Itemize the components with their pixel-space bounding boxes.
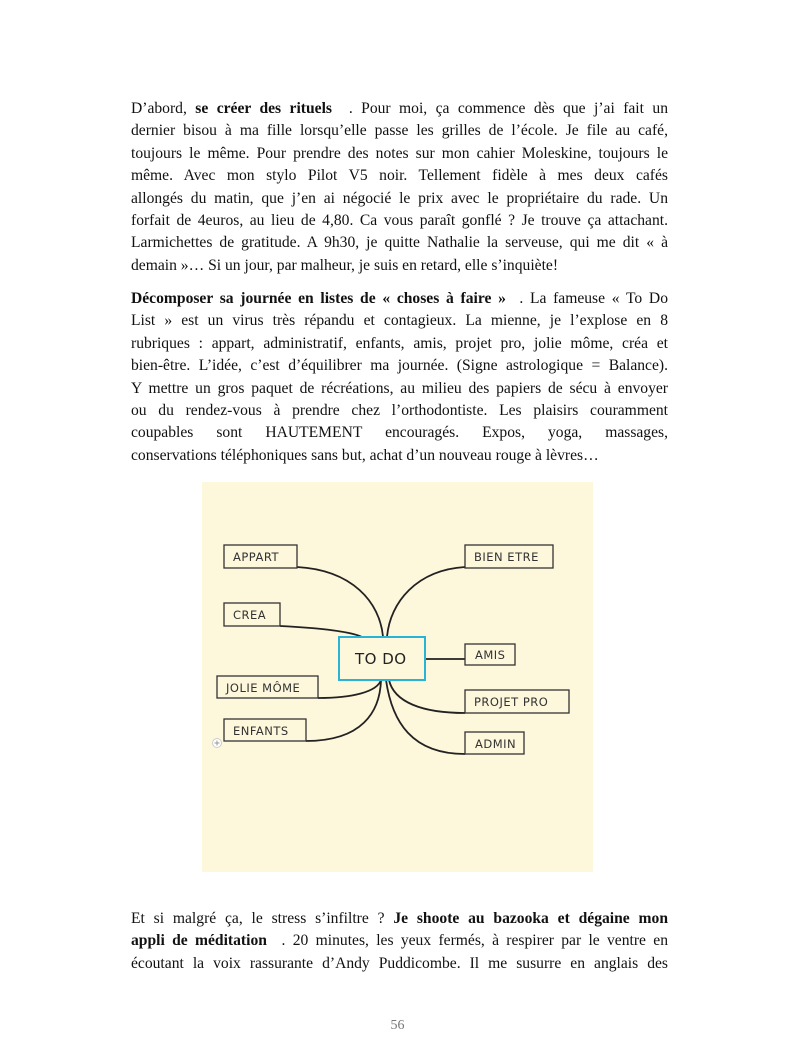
text-line [131,445,668,467]
node-enfants [224,719,306,741]
node-projet-pro [465,690,569,713]
text-segment: allongés du matin, que j’en ai négocié le prix avec le propriétaire du rade. Un [131,189,668,207]
text-line [131,120,668,142]
text-line [131,378,668,400]
text-line [131,333,668,355]
text-line [131,188,668,210]
edge-appart [297,567,383,637]
text-line [131,355,668,377]
bold-text: Je shoote au bazooka et dégaine mon [393,910,668,927]
node-crea [224,603,280,626]
text-line [131,165,668,187]
text-line [131,210,668,232]
text-segment: coupables sont HAUTEMENT encouragés. Expos, yoga, massages, [131,424,668,442]
node-label: AMIS [475,648,506,662]
text-segment: forfait de 4euros, au lieu de 4,80. Ca vous paraît gonflé ? Je trouve ça attachant. [131,211,668,229]
text-segment: même. Avec mon stylo Pilot V5 noir. Tellement fidèle à mes deux cafés [131,167,668,185]
node-bien-etre [465,545,553,568]
edge-bien-etre [387,567,465,637]
paragraph-todo-list [131,288,668,467]
text-segment: Et si malgré ça, le stress s’infiltre ? [131,910,394,927]
text-segment: ou du rendez-vous à prendre chez l’orthodontiste. Les plaisirs couramment [131,401,668,419]
bold-text: Décomposer sa journée en listes de « choses à faire » [131,290,506,307]
text-segment: écoutant la voix rassurante d’Andy Puddicombe. Il me susurre en anglais des [131,954,668,972]
text-line [131,930,668,952]
text-line [131,908,668,930]
bold-text: appli de méditation [131,932,267,950]
node-amis [465,644,515,665]
text-segment: dernier bisou à ma fille lorsqu’elle passe les grilles de l’école. Je file au café, [131,122,668,140]
plus-icon [213,739,222,748]
text-line [131,288,668,310]
text-segment: Larmichettes de gratitude. A 9h30, je quitte Nathalie la serveuse, qui me dit « à [131,234,668,252]
text-segment: . La fameuse « To Do [505,290,668,307]
text-segment: . 20 minutes, les yeux fermés, à respirer par le ventre en [266,932,668,950]
text-segment: Y mettre un gros paquet de récréations, au milieu des papiers de sécu à envoyer [131,379,668,397]
edge-admin [386,680,465,754]
text-segment: rubriques : appart, administratif, enfants, amis, projet pro, jolie môme, créa et [131,334,668,352]
text-line [131,232,668,254]
page-number: 56 [390,1018,405,1033]
text-segment: demain »… Si un jour, par malheur, je suis en retard, elle s’inquiète! [131,256,559,274]
node-label: JOLIE MÔME [226,681,301,695]
text-segment: . Pour moi, ça commence dès que j’ai fait un [331,100,668,117]
node-label: APPART [233,550,280,564]
node-jolie-mome [217,676,318,698]
node-label: PROJET PRO [474,695,549,709]
bold-text: se créer des rituels [195,100,332,117]
todo-mindmap-image [202,482,593,872]
text-segment: toujours le même. Pour prendre des notes sur mon cahier Moleskine, toujours le [131,144,668,162]
edge-projet-pro [389,680,465,713]
paragraph-stress [131,908,668,975]
text-line [131,422,668,444]
text-segment: conservations téléphoniques sans but, achat d’un nouveau rouge à lèvres… [131,446,599,464]
text-segment: List » est un virus très répandu et contagieux. La mienne, je l’explose en 8 [131,312,668,330]
text-line [131,400,668,422]
node-center-todo [339,637,425,680]
node-admin [465,732,524,754]
paragraph-rituels [131,98,668,277]
node-appart [224,545,297,568]
edge-crea [280,626,362,637]
mindmap-svg [202,482,593,872]
text-line [131,310,668,332]
text-line [131,953,668,975]
node-label: ADMIN [475,737,517,751]
text-line [131,143,668,165]
text-segment: bien-être. L’idée, c’est d’équilibrer ma journée. (Signe astrologique = Balance). [131,357,668,375]
center-label: TO DO [355,650,407,668]
node-label: CREA [233,608,267,622]
text-line [131,255,668,277]
edge-jolie-mome [318,680,381,698]
node-label: BIEN ETRE [474,550,539,564]
text-line [131,98,668,120]
node-label: ENFANTS [233,724,289,738]
text-segment: D’abord, [131,100,196,117]
